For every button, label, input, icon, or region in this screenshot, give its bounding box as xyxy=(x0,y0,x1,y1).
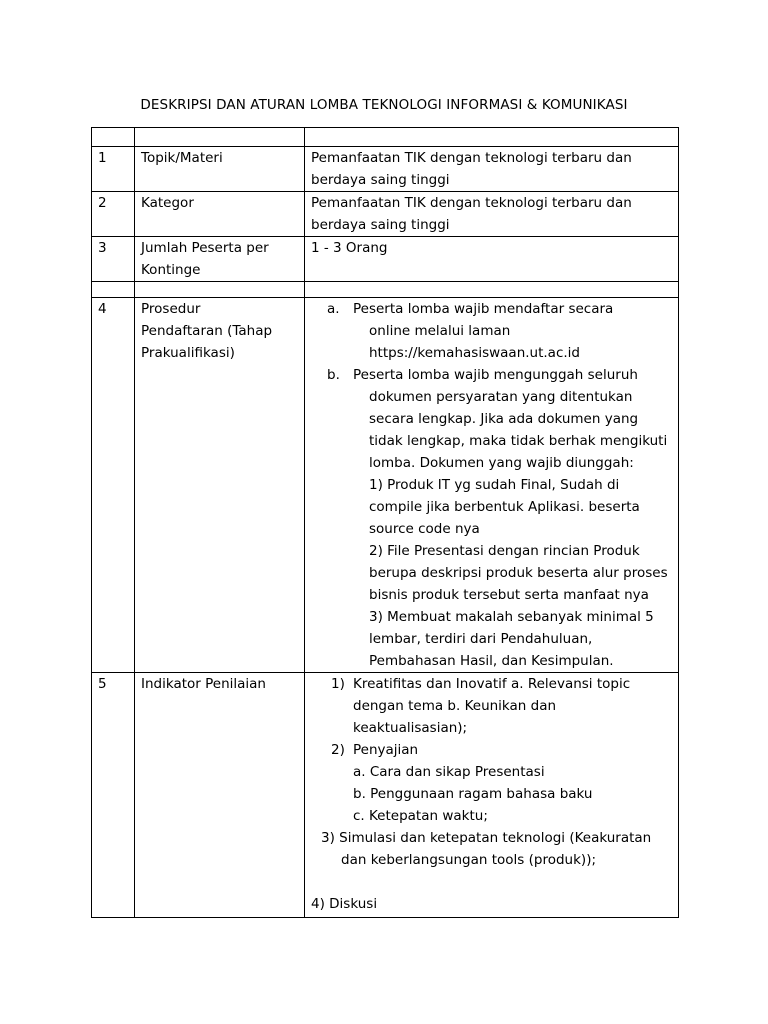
list-text: dengan tema b. Keunikan dan xyxy=(353,698,557,714)
list-text: https://kemahasiswaan.ut.ac.id xyxy=(369,345,580,361)
empty-cell xyxy=(305,282,679,298)
list-text: tidak lengkap, maka tidak berhak mengikuti xyxy=(369,433,668,449)
list-text: keaktualisasian); xyxy=(353,720,468,736)
list-text: 3) Membuat makalah sebanyak minimal 5 xyxy=(369,609,654,625)
row-number: 4 xyxy=(92,298,135,673)
table-row-empty xyxy=(92,282,679,298)
empty-cell xyxy=(92,282,135,298)
label-line: Kontinge xyxy=(141,262,201,278)
indicator-item-3 xyxy=(311,827,672,871)
list-text: lembar, terdiri dari Pendahuluan, xyxy=(369,631,593,647)
sub-item: c. Ketepatan waktu; xyxy=(353,808,488,824)
empty-cell xyxy=(135,282,305,298)
value-line: berdaya saing tinggi xyxy=(311,172,450,188)
list-text: Kreatifitas dan Inovatif a. Relevansi topic xyxy=(353,676,631,692)
empty-cell xyxy=(305,128,679,147)
list-text: Peserta lomba wajib mengunggah seluruh xyxy=(353,367,638,383)
table-row xyxy=(92,673,679,918)
list-marker: a. xyxy=(327,301,340,317)
list-text: Peserta lomba wajib mendaftar secara xyxy=(353,301,614,317)
label-line: Prakualifikasi) xyxy=(141,345,235,361)
list-text: 3) Simulasi dan ketepatan teknologi (Keakuratan xyxy=(321,830,652,846)
value-line: Pemanfaatan TIK dengan teknologi terbaru dan xyxy=(311,150,632,166)
row-value xyxy=(305,237,679,282)
list-text: Pembahasan Hasil, dan Kesimpulan. xyxy=(369,653,614,669)
empty-cell xyxy=(92,128,135,147)
list-marker: 2) xyxy=(331,742,345,758)
list-text: dan keberlangsungan tools (produk)); xyxy=(341,852,597,868)
row-number: 5 xyxy=(92,673,135,918)
sub-item: a. Cara dan sikap Presentasi xyxy=(353,764,545,780)
row-label: Indikator Penilaian xyxy=(135,673,305,918)
value-line: 1 - 3 Orang xyxy=(311,240,388,256)
list-text: berupa deskripsi produk beserta alur proses xyxy=(369,565,668,581)
row-number: 3 xyxy=(92,237,135,282)
row-label: Kategor xyxy=(135,192,305,237)
row-value xyxy=(305,192,679,237)
list-text: online melalui laman xyxy=(369,323,511,339)
list-item-a xyxy=(311,298,672,364)
table-row xyxy=(92,192,679,237)
indicator-item-2 xyxy=(311,739,672,827)
list-item-b xyxy=(311,364,672,672)
row-label: Topik/Materi xyxy=(135,147,305,192)
list-text: compile jika berbentuk Aplikasi. beserta xyxy=(369,499,640,515)
row-value xyxy=(305,147,679,192)
row-value xyxy=(305,298,679,673)
label-line: Prosedur xyxy=(141,301,201,317)
table-row-empty-top xyxy=(92,128,679,147)
row-label xyxy=(135,298,305,673)
row-label xyxy=(135,237,305,282)
label-line: Pendaftaran (Tahap xyxy=(141,323,273,339)
list-text: Penyajian xyxy=(353,742,419,758)
list-text: dokumen persyaratan yang ditentukan xyxy=(369,389,633,405)
table-row xyxy=(92,237,679,282)
indicator-item-1 xyxy=(311,673,672,739)
table-row xyxy=(92,147,679,192)
sub-item: b. Penggunaan ragam bahasa baku xyxy=(353,786,593,802)
list-text: secara lengkap. Jika ada dokumen yang xyxy=(369,411,639,427)
document-title: DESKRIPSI DAN ATURAN LOMBA TEKNOLOGI INFORMASI & KOMUNIKASI xyxy=(140,97,628,113)
blank-line xyxy=(311,871,672,893)
table-row xyxy=(92,298,679,673)
value-line: berdaya saing tinggi xyxy=(311,217,450,233)
row-number: 2 xyxy=(92,192,135,237)
list-text: lomba. Dokumen yang wajib diunggah: xyxy=(369,455,634,471)
row-value xyxy=(305,673,679,918)
row-number: 1 xyxy=(92,147,135,192)
label-line: Jumlah Peserta per xyxy=(141,240,269,256)
list-text: 1) Produk IT yg sudah Final, Sudah di xyxy=(369,477,620,493)
list-text: 2) File Presentasi dengan rincian Produk xyxy=(369,543,640,559)
list-text: bisnis produk tersebut serta manfaat nya xyxy=(369,587,649,603)
list-text: source code nya xyxy=(369,521,480,537)
value-line: Pemanfaatan TIK dengan teknologi terbaru dan xyxy=(311,195,632,211)
empty-cell xyxy=(135,128,305,147)
list-marker: 1) xyxy=(331,676,345,692)
rules-table xyxy=(91,127,679,918)
indicator-item-4: 4) Diskusi xyxy=(311,896,378,912)
list-marker: b. xyxy=(327,367,340,383)
